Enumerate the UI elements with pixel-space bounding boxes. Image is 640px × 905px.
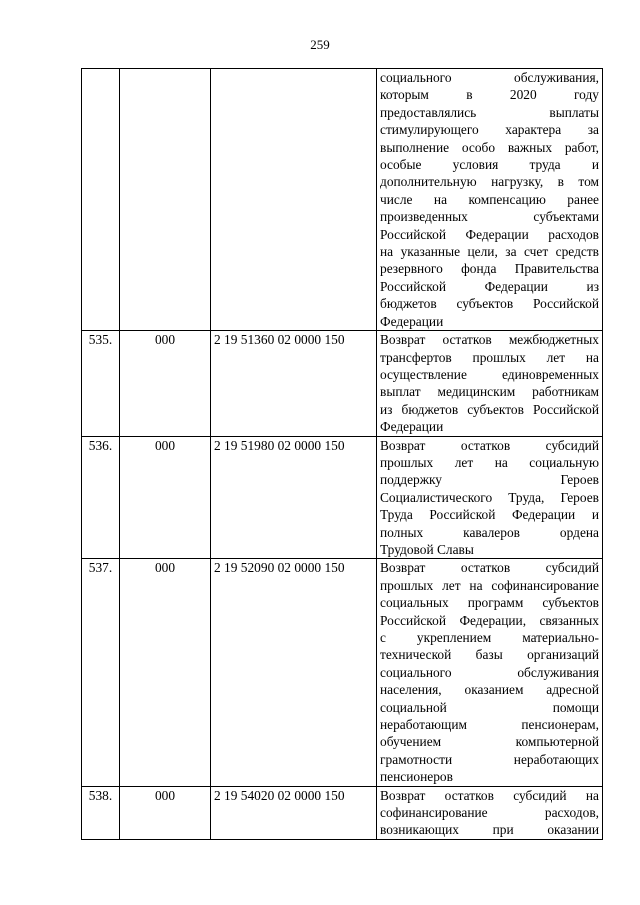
- description-line: на указанные цели, за счет средств: [380, 244, 599, 260]
- admin-code-cell: 000: [120, 331, 211, 436]
- page-number: 259: [310, 37, 330, 52]
- table-row: [82, 436, 603, 559]
- description-line: числе на компенсацию ранее: [380, 191, 599, 207]
- description-cell: [377, 69, 603, 331]
- description-line: осуществление единовременных: [380, 366, 599, 382]
- description-line: Федерации: [380, 313, 444, 329]
- description-line: софинансирование расходов,: [380, 805, 599, 821]
- description-line: дополнительную нагрузку, в том: [380, 174, 599, 190]
- description-line: социальных программ субъектов: [380, 595, 599, 611]
- table-row: [82, 69, 603, 331]
- description-line: особые условия труда и: [380, 157, 599, 173]
- row-number-cell: 538.: [82, 786, 120, 839]
- table-body: [82, 69, 603, 840]
- description-line: из бюджетов субъектов Российской: [380, 401, 599, 417]
- description-line: возникающих при оказании: [380, 822, 599, 838]
- description-line: которым в 2020 году: [380, 87, 599, 103]
- description-line: резервного фонда Правительства: [380, 261, 599, 277]
- description-line: выполнение особо важных работ,: [380, 139, 599, 155]
- budget-classification-code-cell: 2 19 52090 02 0000 150: [211, 559, 377, 786]
- description-line: бюджетов субъектов Российской: [380, 296, 599, 312]
- description-line: Возврат остатков субсидий на: [380, 787, 599, 803]
- description-line: Трудовой Славы: [380, 541, 474, 557]
- description-line: Российской Федерации, связанных: [380, 612, 599, 628]
- budget-codes-table: [81, 68, 603, 840]
- description-line: Российской Федерации из: [380, 278, 599, 294]
- row-number-cell: 537.: [82, 559, 120, 786]
- description-line: неработающим пенсионерам,: [380, 717, 599, 733]
- admin-code-cell: 000: [120, 436, 211, 559]
- description-line: прошлых лет на социальную: [380, 454, 599, 470]
- description-line: Социалистического Труда, Героев: [380, 489, 599, 505]
- admin-code-cell: 000: [120, 786, 211, 839]
- description-line: прошлых лет на софинансирование: [380, 577, 599, 593]
- description-line: Российской Федерации расходов: [380, 226, 599, 242]
- description-cell: [377, 331, 603, 436]
- row-number-cell: [82, 69, 120, 331]
- description-line: с укреплением материально-: [380, 630, 599, 645]
- table-row: [82, 559, 603, 786]
- description-line: социального обслуживания,: [380, 70, 599, 85]
- description-line: Возврат остатков межбюджетных: [380, 332, 599, 348]
- description-line: трансфертов прошлых лет на: [380, 349, 599, 365]
- description-cell: [377, 559, 603, 786]
- description-line: технической базы организаций: [380, 647, 599, 663]
- description-line: полных кавалеров ордена: [380, 524, 599, 540]
- row-number-cell: 535.: [82, 331, 120, 436]
- description-line: стимулирующего характера за: [380, 122, 599, 138]
- admin-code-cell: 000: [120, 559, 211, 786]
- description-line: выплат медицинским работникам: [380, 384, 599, 400]
- description-line: обучением компьютерной: [380, 734, 599, 750]
- description-line: населения, оказанием адресной: [380, 682, 599, 698]
- table-row: [82, 786, 603, 839]
- description-cell: [377, 436, 603, 559]
- description-line: грамотности неработающих: [380, 751, 599, 767]
- description-line: Труда Российской Федерации и: [380, 507, 599, 523]
- description-line: предоставлялись выплаты: [380, 104, 599, 120]
- row-number-cell: 536.: [82, 436, 120, 559]
- description-line: Возврат остатков субсидий: [380, 560, 599, 576]
- description-line: произведенных субъектами: [380, 209, 599, 225]
- description-line: Федерации: [380, 419, 444, 435]
- budget-classification-code-cell: [211, 69, 377, 331]
- description-line: поддержку Героев: [380, 472, 599, 488]
- budget-classification-code-cell: 2 19 51980 02 0000 150: [211, 436, 377, 559]
- description-line: Возврат остатков субсидий: [380, 437, 599, 453]
- admin-code-cell: [120, 69, 211, 331]
- description-line: пенсионеров: [380, 769, 453, 785]
- table-row: [82, 331, 603, 436]
- budget-classification-code-cell: 2 19 54020 02 0000 150: [211, 786, 377, 839]
- description-cell: [377, 786, 603, 839]
- budget-classification-code-cell: 2 19 51360 02 0000 150: [211, 331, 377, 436]
- description-line: социального обслуживания: [380, 664, 599, 680]
- description-line: социальной помощи: [380, 699, 599, 715]
